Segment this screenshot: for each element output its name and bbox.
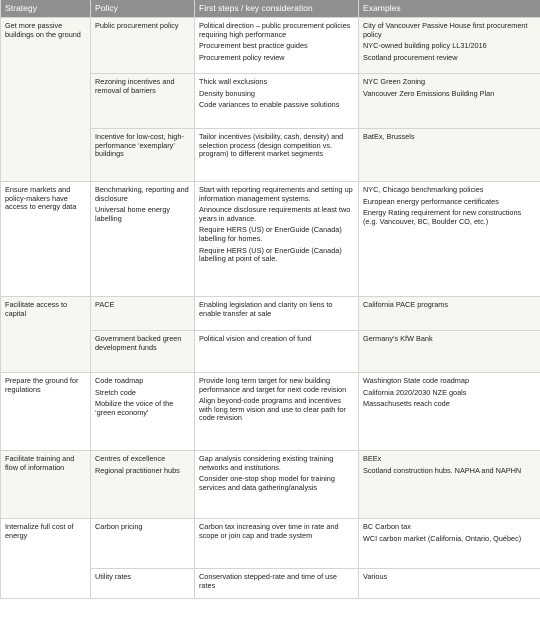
first-steps-item: Conservation stepped-rate and time of use rates [199,572,337,590]
first-steps-cell [195,451,359,519]
first-steps-cell [195,297,359,331]
strategy-cell: Prepare the ground for regulations [1,373,91,451]
examples-item: Scotland procurement review [363,52,458,62]
policy-item: Utility rates [95,572,132,581]
first-steps-cell [195,74,359,129]
policy-item: Universal home energy labelling [95,205,171,223]
policy-item: Carbon pricing [95,522,143,531]
first-steps-cell [195,18,359,74]
first-steps-item: Thick wall exclusions [199,77,268,86]
first-steps-item: Provide long term target for new building performance and target for next code revision [199,376,347,394]
first-steps-item: Start with reporting requirements and setting up information management systems. [199,185,353,203]
policy-cell [91,297,195,331]
first-steps-item: Procurement policy review [199,52,285,62]
table-body [1,18,540,599]
policy-cell [91,331,195,373]
examples-item: California PACE programs [363,300,449,309]
first-steps-item: Code variances to enable passive solutions [199,100,340,110]
examples-item: NYC-owned building policy LL31/2016 [363,41,487,51]
policy-cell [91,373,195,451]
examples-item: Massachusetts reach code [363,399,450,409]
examples-item: Washington State code roadmap [363,376,470,385]
examples-item: Scotland construction hubs. NAPHA and NAPHN [363,465,522,475]
first-steps-item: Procurement best practice guides [199,41,308,51]
policy-item: Public procurement policy [95,21,179,30]
first-steps-cell [195,129,359,182]
first-steps-item: Tailor incentives (visibility, cash, density) and selection process (design competition vs. program) to different market segments [199,132,344,159]
first-steps-item: Political direction – public procurement policies requiring high performance [199,21,351,39]
first-steps-item: Enabling legislation and clarity on liens to enable transfer at sale [199,300,333,318]
first-steps-item: Align beyond-code programs and incentives with long term vision and use to clear path for code revision [199,396,346,423]
examples-item: California 2020/2030 NZE goals [363,387,467,397]
policy-item: Government backed green development funds [95,334,182,352]
examples-item: BC Carbon tax [363,522,411,531]
examples-cell [359,451,540,519]
strategy-cell: Facilitate access to capital [1,297,91,373]
policy-item: Centres of excellence [95,454,166,463]
policy-item: Stretch code [95,387,136,397]
policy-cell [91,182,195,297]
examples-item: Germany’s KfW Bank [363,334,433,343]
strategy-cell: Get more passive buildings on the ground [1,18,91,182]
examples-item: European energy performance certificates [363,196,499,206]
table-row [1,18,540,74]
first-steps-item: Require HERS (US) or EnerGuide (Canada) labelling for homes. [199,225,342,244]
examples-cell [359,373,540,451]
examples-item: Energy Rating requirement for new constructions (e.g. Vancouver, BC, Boulder CO, etc.) [363,208,522,226]
table-row [1,297,540,331]
examples-item: NYC, Chicago benchmarking policies [363,185,484,194]
examples-item: NYC Green Zoning [363,77,426,86]
header-policy: Policy [91,0,195,18]
policy-cell [91,519,195,569]
examples-item: BatEx, Brussels [363,132,415,141]
first-steps-cell [195,519,359,569]
first-steps-cell [195,373,359,451]
header-first-steps: First steps / key consideration [195,0,359,18]
examples-cell [359,297,540,331]
examples-cell [359,182,540,297]
policy-item: Mobilize the voice of the ‘green economy’ [95,399,174,417]
header-strategy: Strategy [1,0,91,18]
table-row [1,373,540,451]
first-steps-cell [195,331,359,373]
header-examples: Examples [359,0,540,18]
policy-cell [91,451,195,519]
examples-cell [359,519,540,569]
examples-item: BEEx [363,454,382,463]
policy-item: Incentive for low-cost, high-performance ‘exemplary’ buildings [95,132,184,159]
first-steps-item: Announce disclosure requirements at least two years in advance. [199,205,351,223]
examples-cell [359,129,540,182]
examples-item: Various [363,572,388,581]
first-steps-item: Density bonusing [199,88,255,98]
policy-cell [91,569,195,599]
examples-item: WCI carbon market (California, Ontario, Québec) [363,533,522,543]
table-row [1,182,540,297]
strategy-cell: Facilitate training and flow of information [1,451,91,519]
policy-item: Benchmarking, reporting and disclosure [95,185,189,203]
policy-cell [91,129,195,182]
first-steps-item: Political vision and creation of fund [199,334,312,343]
policy-item: Rezoning incentives and removal of barriers [95,77,175,95]
policy-item: Regional practitioner hubs [95,465,180,475]
examples-cell [359,569,540,599]
header-row [1,0,540,18]
first-steps-item: Carbon tax increasing over time in rate and scope or join cap and trade system [199,522,339,540]
policy-cell [91,18,195,74]
examples-cell [359,74,540,129]
first-steps-item: Gap analysis considering existing training networks and institutions. [199,454,334,472]
strategy-cell: Internalize full cost of energy [1,519,91,599]
strategy-cell: Ensure markets and policy-makers have access to energy data [1,182,91,297]
first-steps-cell [195,569,359,599]
table-row [1,519,540,569]
policy-cell [91,74,195,129]
table-row [1,451,540,519]
policy-item: Code roadmap [95,376,144,385]
examples-cell [359,331,540,373]
first-steps-item: Require HERS (US) or EnerGuide (Canada) labelling at point of sale. [199,245,342,264]
examples-item: Vancouver Zero Emissions Building Plan [363,88,495,98]
examples-item: City of Vancouver Passive House first procurement policy [363,21,528,39]
examples-cell [359,18,540,74]
first-steps-cell [195,182,359,297]
policy-item: PACE [95,300,115,309]
first-steps-item: Consider one-stop shop model for training services and data gathering/analysis [199,474,335,492]
